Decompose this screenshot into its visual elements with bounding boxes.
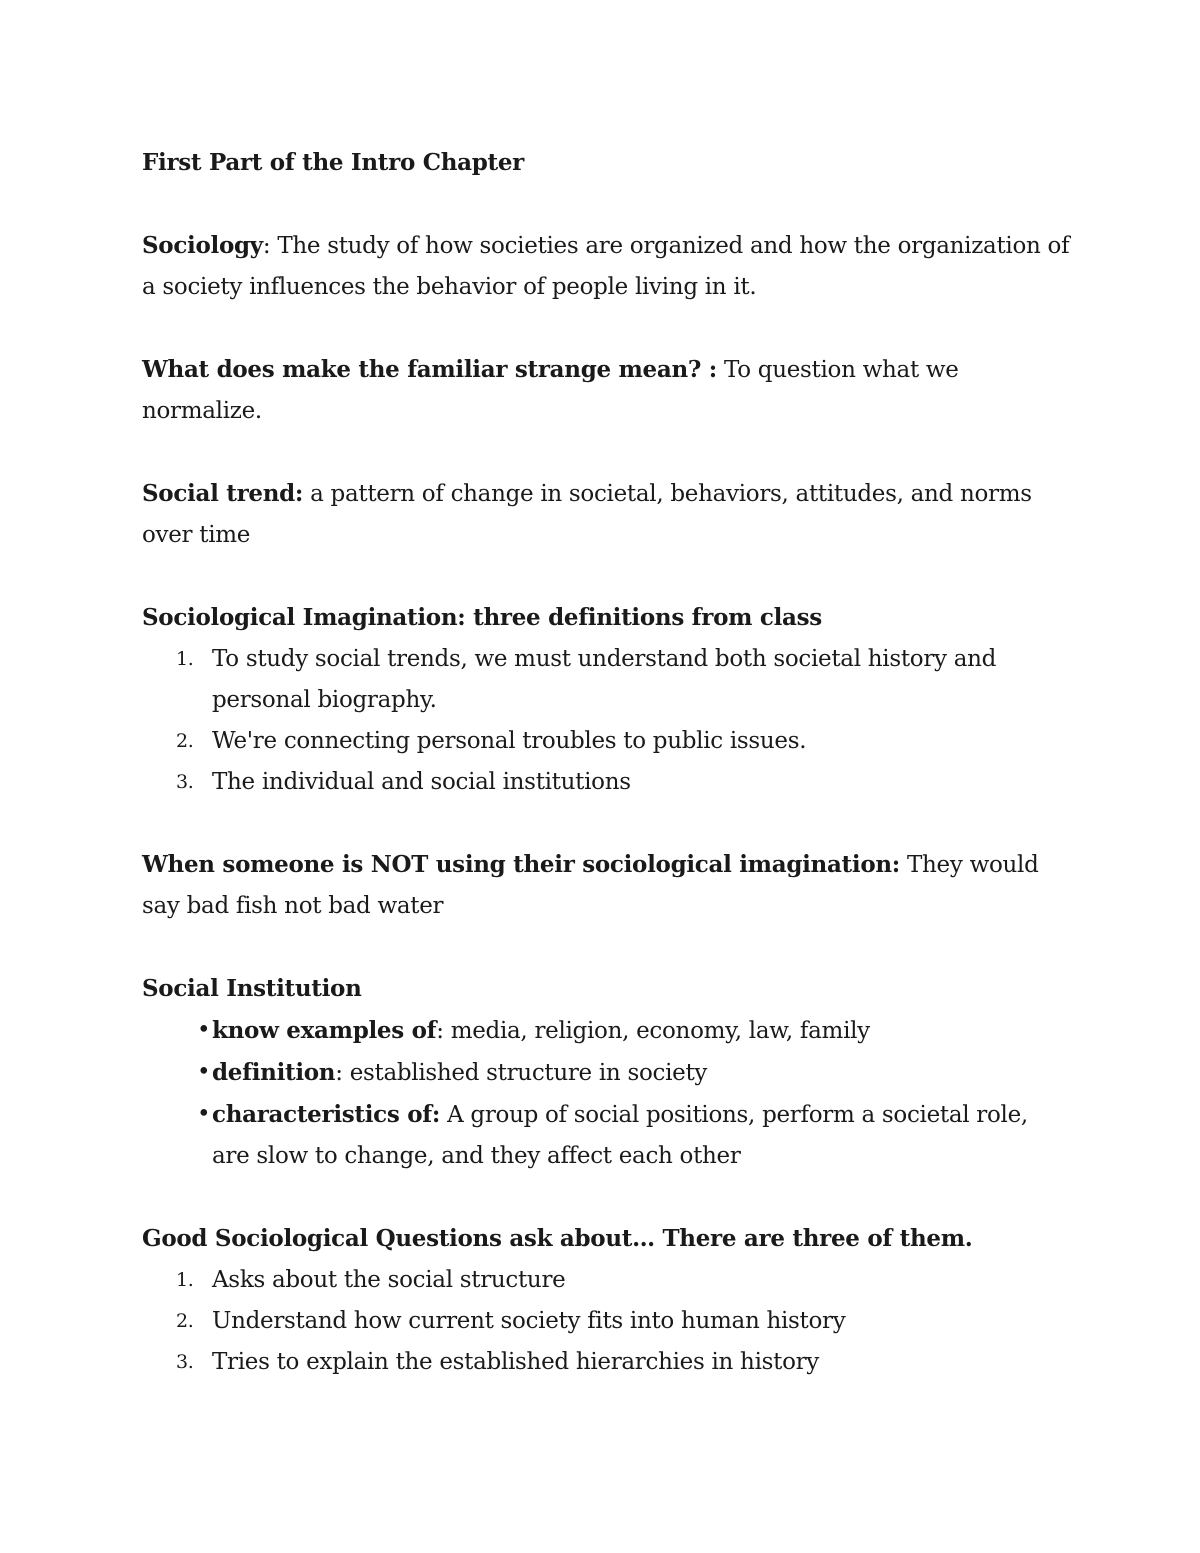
bullet-list [142, 1010, 1072, 1177]
not-using-imagination-definition [142, 844, 1072, 927]
section-heading: Social Institution [142, 975, 362, 1002]
social-institution-section [142, 968, 1072, 1177]
social-trend-term: Social trend: [142, 480, 304, 507]
section-heading: Sociological Imagination: three definitions from class [142, 604, 822, 631]
familiar-strange-definition [142, 349, 1072, 432]
sociology-term: Sociology [142, 232, 263, 259]
document-title: First Part of the Intro Chapter [142, 149, 524, 176]
not-using-text: They would say bad fish not bad water [142, 852, 1039, 919]
list-item: • definition: established structure in society [142, 1052, 1072, 1094]
bullet-icon: • [197, 1017, 211, 1043]
social-trend-definition [142, 473, 1072, 556]
list-item: 3. The individual and social institutions [176, 769, 631, 795]
sociology-text: The study of how societies are organized and how the organization of a society influences the behavior of people living in it. [142, 233, 1070, 300]
list-item: 2. We're connecting personal troubles to public issues. [176, 728, 807, 754]
numbered-list [142, 639, 1072, 803]
list-item: • characteristics of: A group of social positions, perform a societal role, are slow to change, and they affect each other [142, 1094, 1072, 1177]
familiar-strange-text: To question what we normalize. [142, 357, 959, 424]
section-heading: Good Sociological Questions ask about… There are three of them. [142, 1225, 973, 1252]
list-item: 2. Understand how current society fits into human history [176, 1308, 846, 1334]
bullet-icon: • [197, 1059, 211, 1085]
numbered-list [142, 1260, 1072, 1383]
list-item: • know examples of: media, religion, economy, law, family [142, 1010, 1072, 1052]
list-item: 3. Tries to explain the established hierarchies in history [176, 1349, 820, 1375]
familiar-strange-term: What does make the familiar strange mean? : [142, 356, 717, 383]
bullet-icon: • [197, 1101, 211, 1127]
not-using-term: When someone is NOT using their sociological imagination: [142, 851, 900, 878]
social-trend-text: a pattern of change in societal, behaviors, attitudes, and norms over time [142, 481, 1032, 548]
sociology-definition: Sociology: The study of how societies are organized and how the organization of a society influences the behavior of people living in it. [142, 232, 1070, 300]
document-page [142, 142, 1072, 1424]
sociological-imagination-section [142, 597, 1072, 803]
list-item: 1. Asks about the social structure [176, 1267, 566, 1293]
good-questions-section [142, 1218, 1072, 1383]
list-item: 1. To study social trends, we must understand both societal history and personal biography. [176, 646, 997, 713]
